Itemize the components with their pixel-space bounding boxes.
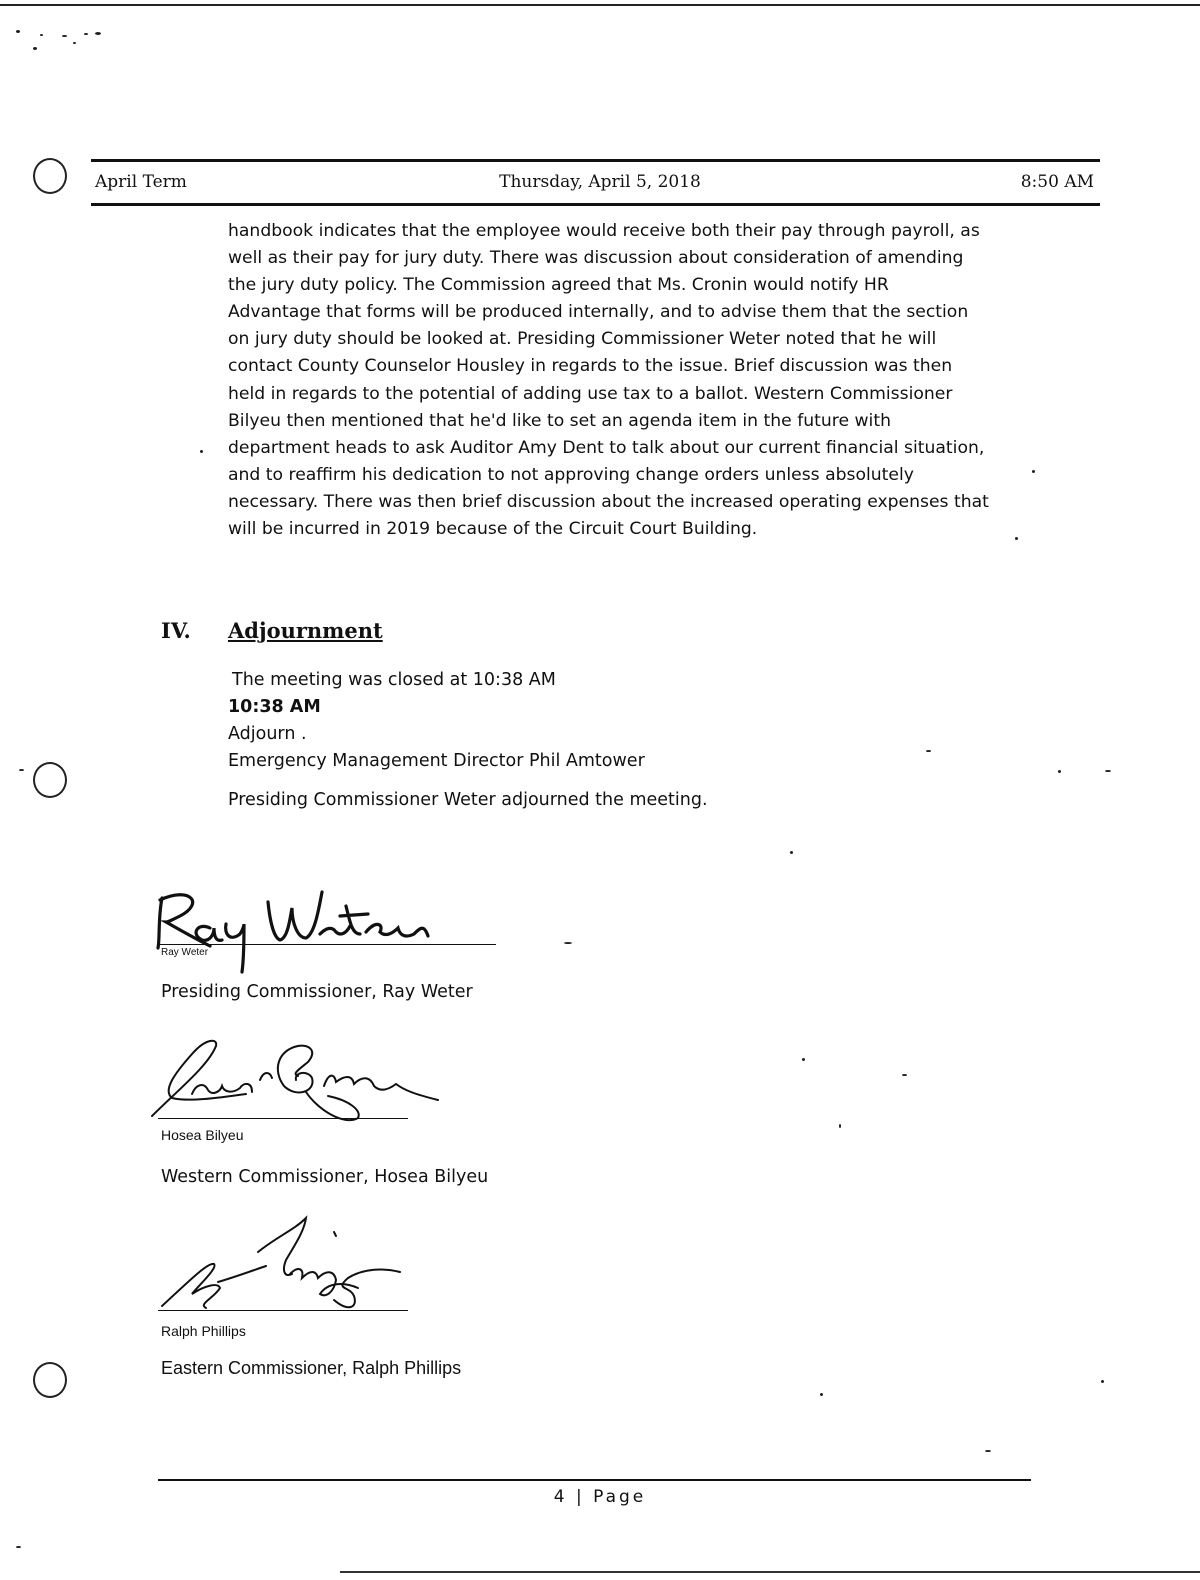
paragraph-line: and to reaffirm his dedication to not approving change orders unless absolutely [228, 464, 914, 485]
paragraph-line: well as their pay for jury duty. There was discussion about consideration of amending [228, 248, 964, 269]
signatory-name: Ralph Phillips [161, 1323, 246, 1339]
signatory-name: Ray Weter [161, 947, 209, 958]
paragraph-line: held in regards to the potential of adding use tax to a ballot. Western Commissioner [228, 383, 953, 404]
header-term: April Term [95, 172, 187, 192]
handwritten-signature-phillips [158, 1212, 428, 1322]
paragraph-line: the jury duty policy. The Commission agreed that Ms. Cronin would notify HR [228, 275, 889, 296]
paragraph-line: necessary. There was then brief discussion about the increased operating expenses that [228, 491, 989, 512]
header-date: Thursday, April 5, 2018 [499, 172, 701, 192]
meeting-closed-text: The meeting was closed at 10:38 AM [232, 670, 556, 690]
adjournment-action: Adjourn . [228, 724, 307, 744]
paragraph-line: handbook indicates that the employee would receive both their pay through payroll, as [228, 221, 980, 241]
section-title: Adjournment [228, 618, 383, 643]
scan-bottom-edge-line [340, 1571, 1200, 1573]
scan-top-edge-line [0, 4, 1200, 6]
handwritten-signature-bilyeu [148, 1030, 448, 1130]
footer-rule [158, 1479, 1031, 1481]
signatory-title: Presiding Commissioner, Ray Weter [161, 982, 473, 1002]
section-number: IV. [161, 618, 191, 643]
punch-hole-bottom [33, 1362, 67, 1398]
paragraph-line: Bilyeu then mentioned that he'd like to set an agenda item in the future with [228, 410, 891, 431]
adjournment-person: Emergency Management Director Phil Amtower [228, 751, 645, 771]
paragraph-line: will be incurred in 2019 because of the Circuit Court Building. [228, 519, 758, 540]
adjournment-statement: Presiding Commissioner Weter adjourned the meeting. [228, 790, 708, 810]
header-rule-bottom [91, 203, 1100, 206]
minutes-paragraph [228, 218, 1038, 543]
signature-line [158, 1118, 408, 1119]
paragraph-line: contact County Counselor Housley in regards to the issue. Brief discussion was then [228, 356, 953, 377]
header-time: 8:50 AM [1020, 172, 1094, 192]
paragraph-line: Advantage that forms will be produced internally, and to advise them that the section [228, 302, 969, 323]
signature-line [158, 1310, 408, 1311]
paragraph-line: on jury duty should be looked at. Presiding Commissioner Weter noted that he will [228, 329, 937, 350]
punch-hole-middle [33, 762, 67, 798]
page-number: 4 | Page [553, 1487, 647, 1507]
signatory-title: Eastern Commissioner, Ralph Phillips [161, 1358, 462, 1378]
signatory-name: Hosea Bilyeu [161, 1127, 244, 1143]
adjournment-time: 10:38 AM [228, 697, 321, 717]
signatory-title: Western Commissioner, Hosea Bilyeu [161, 1167, 489, 1187]
handwritten-signature-weter [150, 878, 450, 978]
paragraph-line: department heads to ask Auditor Amy Dent to talk about our current financial situation, [228, 437, 985, 458]
header-rule-top [91, 159, 1100, 162]
signature-line [158, 944, 496, 945]
